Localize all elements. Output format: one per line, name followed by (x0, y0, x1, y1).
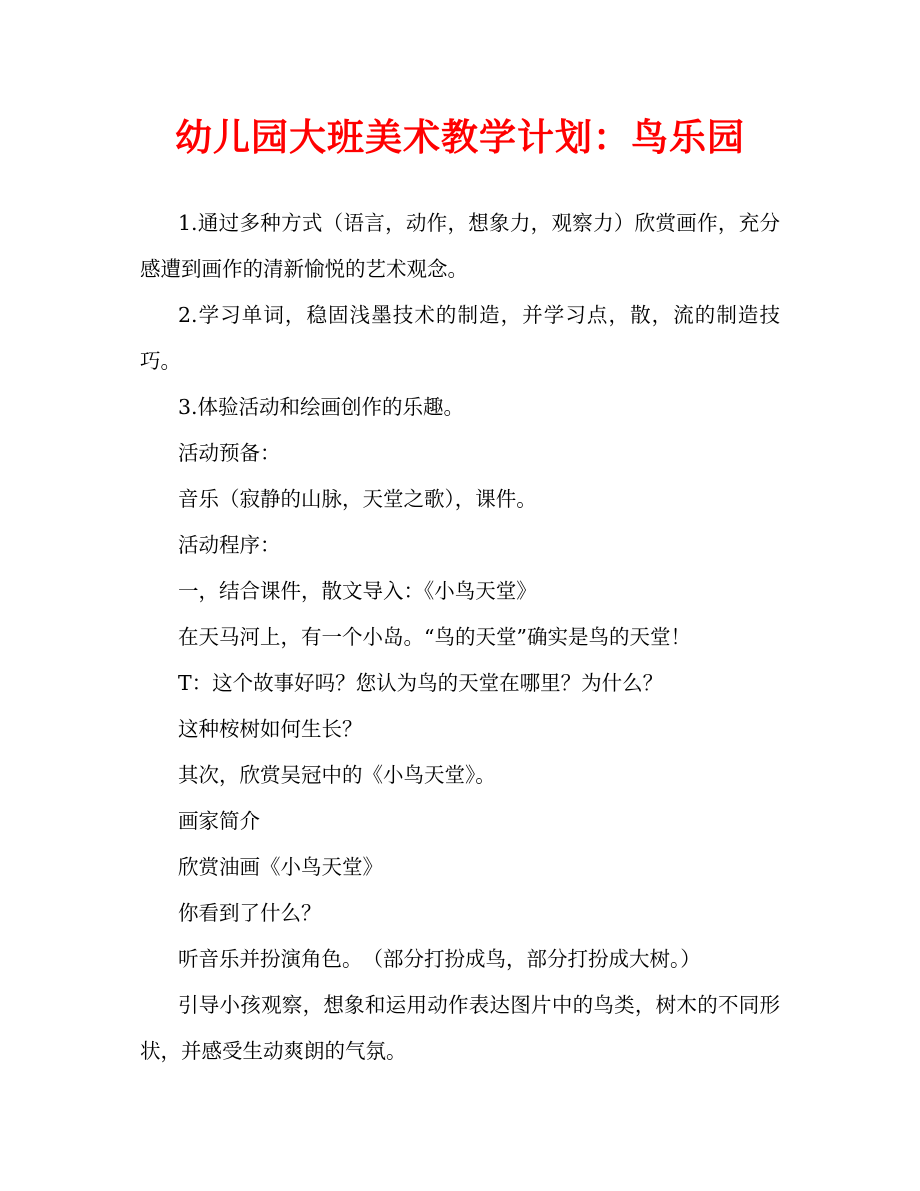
paragraph-preparation-heading: 活动预备： (178, 441, 281, 465)
document-title: 幼儿园大班美术教学计划：鸟乐园 (175, 115, 745, 159)
paragraph-procedure-heading: 活动程序： (178, 533, 281, 557)
paragraph-question-2: 这种桉树如何生长？ (178, 717, 363, 741)
paragraph-role-play: 听音乐并扮演角色。 （部分打扮成鸟，部分打扮成大树。） (178, 947, 701, 971)
paragraph-guide: 引导小孩观察，想象和运用动作表达图片中的鸟类，树木的不同形状，并感受生动爽朗的气氛。 (140, 993, 780, 1063)
paragraph-step-2: 其次，欣赏吴冠中的《小鸟天堂》。 (178, 763, 496, 787)
paragraph-goal-2: 2.学习单词，稳固浅墨技术的制造，并学习点，散，流的制造技巧。 (140, 303, 780, 373)
paragraph-story: 在天马河上，有一个小岛。“鸟的天堂”确实是鸟的天堂！ (178, 625, 691, 649)
document-body (140, 200, 780, 1074)
paragraph-appreciate-painting: 欣赏油画《小鸟天堂》 (178, 855, 383, 879)
paragraph-artist-intro: 画家简介 (178, 809, 260, 833)
paragraph-question-3: 你看到了什么？ (178, 901, 322, 925)
paragraph-goal-1: 1.通过多种方式（语言，动作，想象力，观察力）欣赏画作，充分感遭到画作的清新愉悦的艺术观念。 (140, 211, 780, 281)
paragraph-goal-3: 3.体验活动和绘画创作的乐趣。 (178, 395, 465, 419)
paragraph-question-1: T：这个故事好吗？您认为鸟的天堂在哪里？为什么？ (178, 671, 664, 695)
paragraph-preparation: 音乐（寂静的山脉，天堂之歌），课件。 (178, 487, 537, 511)
paragraph-step-1: 一，结合课件，散文导入：《小鸟天堂》 (178, 579, 537, 603)
